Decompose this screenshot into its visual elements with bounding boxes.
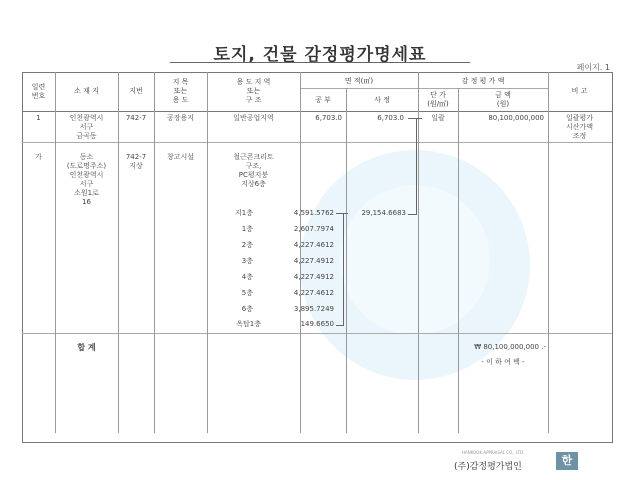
floor-area-2: 4,227.4612 [293, 241, 334, 249]
floor-area-4: 4,227.4912 [293, 273, 334, 281]
building-structure: 철근콘크리트 구조, PC평지붕 지상6층 [233, 153, 274, 188]
document-title: 토지, 건물 감정평가명세표 [213, 45, 427, 65]
header-appraisal: 감 정 평 가 액 [461, 77, 505, 85]
header-bottom-line [22, 111, 612, 112]
land-amount: 80,100,000,000 [488, 114, 544, 122]
header-lot: 지번 [129, 87, 143, 95]
title-underline [170, 62, 470, 63]
floor-label-2: 2층 [241, 241, 253, 249]
land-location: 인천광역시 서구 금곡동 [69, 114, 104, 140]
floor-label-rooftop: 옥탑1층 [236, 320, 261, 328]
total-label: 합 계 [77, 343, 96, 352]
floor-area-3: 4,227.4912 [293, 257, 334, 265]
col-divider-4 [207, 72, 208, 433]
company-name: (주)감정평가법인 [454, 462, 522, 472]
total-amount: ₩ 80,100,000,000 .- [474, 343, 546, 351]
building-row-bottom-line [22, 333, 612, 334]
land-zone: 일반공업지역 [233, 114, 274, 122]
page-number: 페이지. 1 [576, 63, 610, 72]
land-area-public: 6,703.0 [315, 114, 342, 122]
header-area-survey: 사 정 [374, 96, 390, 104]
col-divider-2 [118, 72, 119, 433]
land-building-tick [416, 118, 422, 119]
floor-area-b1: 4,591.5762 [293, 209, 334, 217]
col-divider-7 [418, 72, 419, 433]
col-divider-5 [300, 72, 301, 433]
col-divider-8 [458, 88, 459, 433]
floor-label-6: 6층 [241, 305, 253, 313]
floor-label-3: 3층 [241, 257, 253, 265]
floor-label-b1: 지1층 [235, 209, 253, 217]
floor-label-5: 5층 [241, 289, 253, 297]
floor-sum-tick [343, 213, 348, 214]
land-serial: 1 [36, 114, 41, 122]
area-subheader-line [300, 88, 418, 89]
header-zone: 용 도 지 역 또는 구 조 [236, 78, 271, 104]
floor-area-rooftop: 149.6650 [300, 320, 334, 328]
land-unit-price: 일괄 [431, 114, 445, 122]
floor-sum-bracket [336, 213, 344, 326]
building-category: 창고시설 [166, 153, 195, 161]
header-location: 소 재 지 [74, 87, 99, 95]
company-logo: 한 [556, 452, 578, 470]
building-survey-total: 29,154.6683 [361, 209, 406, 217]
header-amount: 금 액 (원) [495, 91, 511, 108]
appraisal-subheader-line [418, 88, 548, 89]
building-location: 동소 (도로명주소) 인천광역시 서구 소원1로 16 [66, 153, 107, 206]
building-lot: 742-7 지상 [125, 153, 147, 170]
floor-label-1: 1층 [241, 225, 253, 233]
col-divider-3 [154, 72, 155, 433]
header-area-public: 공 부 [315, 96, 331, 104]
header-serial: 일련 번호 [31, 83, 46, 100]
land-row-bottom-line [22, 142, 612, 143]
col-divider-6 [346, 88, 347, 433]
building-serial: 가 [35, 153, 42, 161]
floor-area-5: 4,227.4612 [293, 289, 334, 297]
floor-area-1: 2,607.7974 [293, 225, 334, 233]
floor-area-6: 3,895.7249 [293, 305, 334, 313]
header-remarks: 비 고 [571, 87, 588, 95]
land-remarks: 일괄평가 시산가액 조정 [565, 114, 594, 140]
end-note: - 이 하 여 백 - [481, 358, 525, 366]
company-name-english: HANKOOK APPRAISAL CO., LTD. [462, 450, 525, 455]
header-unit-price: 단 가 (원/㎡) [427, 91, 449, 108]
land-category: 공장용지 [166, 114, 195, 122]
header-category: 지 목 또는 용 도 [172, 78, 189, 104]
header-area: 면 적(㎡) [344, 77, 374, 85]
land-area-survey: 6,703.0 [377, 114, 404, 122]
land-building-bracket [408, 118, 417, 215]
land-lot: 742-7 [125, 114, 147, 122]
floor-label-4: 4층 [241, 273, 253, 281]
